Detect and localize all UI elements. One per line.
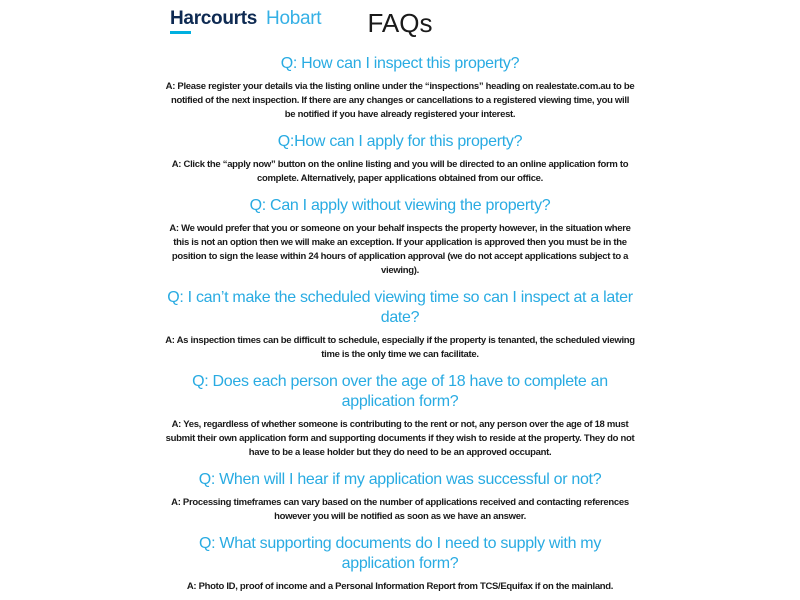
faq-item bbox=[165, 372, 635, 460]
faq-question: Q: Does each person over the age of 18 have to complete an application form? bbox=[192, 373, 608, 410]
faq-answer: A: Processing timeframes can vary based on the number of applications received and contacting references however you will be notified as soon as we have an answer. bbox=[171, 497, 629, 522]
faq-answer: A: We would prefer that you or someone on your behalf inspects the property however, in the situation where this is not an option then we will make an exception. If your application is approved then you must be in the position to sign the lease within 24 hours of application approval (we do not accept applications subject to a viewing). bbox=[169, 223, 631, 276]
faq-list bbox=[165, 54, 635, 594]
faq-answer: A: As inspection times can be difficult to schedule, especially if the property is tenanted, the scheduled viewing time is the only time we can facilitate. bbox=[165, 335, 635, 360]
logo-wordmark-harcourts: Harcourts bbox=[170, 8, 258, 29]
faq-question: Q: When will I hear if my application was successful or not? bbox=[198, 471, 602, 488]
faq-question: Q:How can I apply for this property? bbox=[277, 133, 523, 150]
faq-answer: A: Click the “apply now” button on the online listing and you will be directed to an online application form to complete. Alternatively, paper applications obtained from our office. bbox=[171, 159, 629, 184]
faq-question: Q: How can I inspect this property? bbox=[280, 55, 520, 72]
faq-item bbox=[165, 534, 635, 594]
faq-question: Q: What supporting documents do I need to supply with my application form? bbox=[198, 535, 602, 572]
faq-item bbox=[165, 196, 635, 278]
faq-item bbox=[165, 132, 635, 186]
faq-question: Q: Can I apply without viewing the property? bbox=[249, 197, 551, 214]
faq-item bbox=[165, 288, 635, 362]
faq-question: Q: I can’t make the scheduled viewing time so can I inspect at a later date? bbox=[167, 289, 633, 326]
faq-answer: A: Please register your details via the listing online under the “inspections” heading on realestate.com.au to be notified of the next inspection. If there are any changes or cancellations to a registered viewing time, you will be notified if you have already registered your interest. bbox=[165, 81, 635, 120]
logo-wordmark-hobart: Hobart bbox=[266, 8, 322, 29]
faq-item bbox=[165, 470, 635, 524]
document-header bbox=[0, 0, 800, 46]
faq-answer: A: Photo ID, proof of income and a Personal Information Report from TCS/Equifax if on the mainland. bbox=[186, 581, 614, 592]
faq-answer: A: Yes, regardless of whether someone is contributing to the rent or not, any person over the age of 18 must submit their own application form and supporting documents if they wish to reside at the property. They do not have to be a lease holder but they do need to be an approved occupant. bbox=[165, 419, 635, 458]
faq-item bbox=[165, 54, 635, 122]
page-title: FAQs bbox=[367, 8, 433, 38]
logo-underline-bar bbox=[170, 31, 191, 34]
harcourts-hobart-logo bbox=[170, 8, 321, 30]
